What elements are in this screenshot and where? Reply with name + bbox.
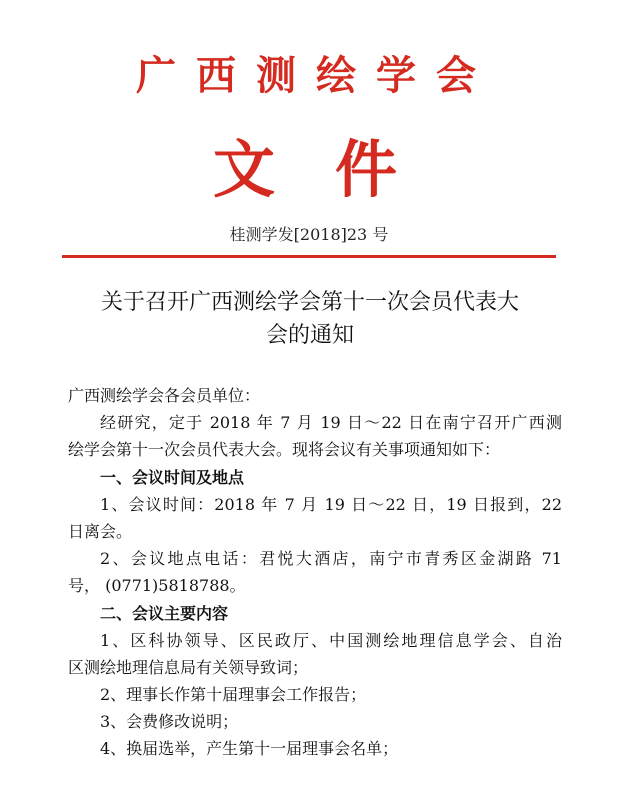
meeting-time-line-2: 日离会。 bbox=[68, 521, 133, 541]
intro-line-1: 经研究，定于 2018 年 7 月 19 日～22 日在南宁召开广西测 bbox=[100, 413, 562, 433]
notice-body bbox=[68, 382, 562, 763]
document-type-heading: 文件 bbox=[212, 133, 457, 206]
document-number: 桂测学发[2018]23 号 bbox=[229, 225, 389, 244]
section-heading-time-place: 一、会议时间及地点 bbox=[100, 467, 245, 487]
meeting-time-line-1: 1、会议时间：2018 年 7 月 19 日～22 日，19 日报到，22 bbox=[100, 494, 562, 514]
intro-line-2: 绘学会第十一次会员代表大会。现将会议有关事项通知如下： bbox=[68, 440, 501, 460]
content-item-1-line-1: 1、区科协领导、区民政厅、中国测绘地理信息学会、自治 bbox=[100, 630, 562, 650]
notice-title-line-1: 关于召开广西测绘学会第十一次会员代表大 bbox=[100, 290, 519, 315]
content-item-3: 3、会费修改说明； bbox=[100, 712, 239, 732]
content-item-4: 4、换届选举，产生第十一届理事会名单； bbox=[100, 739, 399, 759]
meeting-place-line-2: 号， (0771)5818788。 bbox=[68, 576, 246, 596]
section-heading-main-content: 二、会议主要内容 bbox=[100, 603, 229, 623]
red-divider-line bbox=[62, 255, 556, 258]
meeting-place-line-1: 2、会议地点电话：君悦大酒店，南宁市青秀区金湖路 71 bbox=[100, 549, 562, 569]
salutation: 广西测绘学会各会员单位： bbox=[68, 386, 261, 405]
notice-title-line-2: 会的通知 bbox=[265, 323, 354, 348]
content-item-1-line-2: 区测绘地理信息局有关领导致词； bbox=[68, 657, 309, 677]
issuing-organization: 广西测绘学会 bbox=[136, 52, 496, 99]
content-item-2: 2、理事长作第十届理事会工作报告； bbox=[100, 685, 367, 705]
notice-title bbox=[60, 286, 560, 352]
